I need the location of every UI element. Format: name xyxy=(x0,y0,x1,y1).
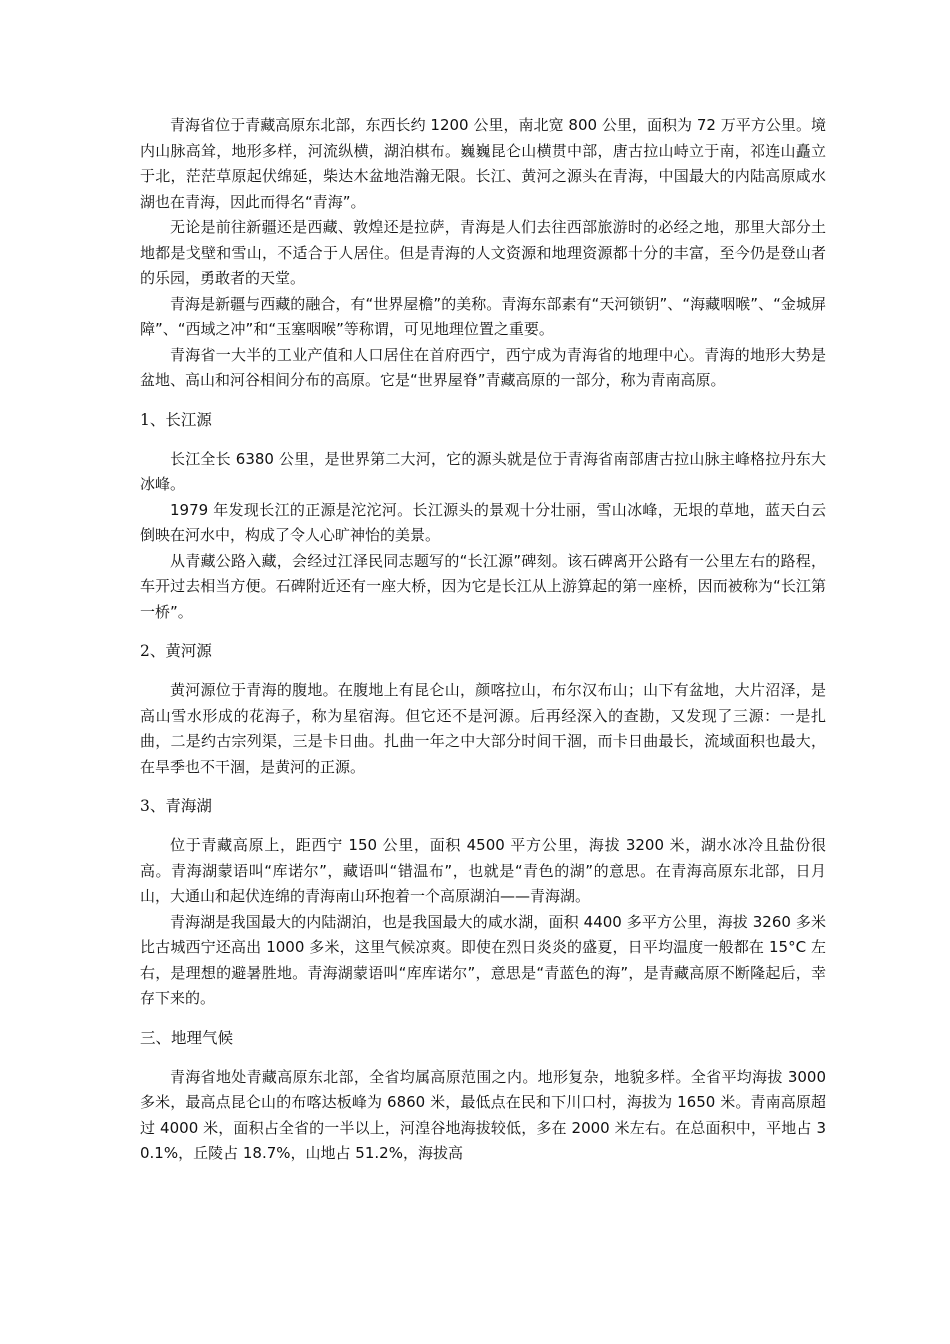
geography-climate-paragraph-1: 青海省地处青藏高原东北部，全省均属高原范围之内。地形复杂，地貌多样。全省平均海拔 3000 多米，最高点昆仑山的布喀达板峰为 6860 米，最低点在民和下川口村，海拔为 1650 米。青南高原超过 4000 米，面积占全省的一半以上，河湟谷地海拔较低，多在 2000 米左右。在总面积中，平地占 30.1%，丘陵占 18.7%，山地占 51.2%，海拔高 xyxy=(140,1067,826,1162)
section-heading-yellow-river-source: 2、黄河源 xyxy=(140,642,212,660)
yellow-river-paragraph-1: 黄河源位于青海的腹地。在腹地上有昆仑山，颜喀拉山，布尔汉布山；山下有盆地，大片沼泽，是高山雪水形成的花海子，称为星宿海。但它还不是河源。后再经深入的查勘，又发现了三源：一是扎曲，二是约古宗列渠，三是卡日曲。扎曲一年之中大部分时间干涸，而卡日曲最长，流域面积也最大，在旱季也不干涸，是黄河的正源。 xyxy=(140,681,826,776)
intro-paragraph-3: 青海是新疆与西藏的融合，有“世界屋檐”的美称。青海东部素有“天河锁钥”、“海藏咽喉”、“金城屏障”、“西域之冲”和“玉塞咽喉”等称谓，可见地理位置之重要。 xyxy=(140,294,826,338)
qinghai-lake-paragraph-1: 位于青藏高原上，距西宁 150 公里，面积 4500 平方公里，海拔 3200 米，湖水冰冷且盐份很高。青海湖蒙语叫“库诺尔”，藏语叫“错温布”，也就是“青色的湖”的意思。在青海高原东北部，日月山，大通山和起伏连绵的青海南山环抱着一个高原湖泊——青海湖。 xyxy=(140,836,826,905)
document-body xyxy=(140,113,826,1167)
yangtze-paragraph-1: 长江全长 6380 公里，是世界第二大河，它的源头就是位于青海省南部唐古拉山脉主峰格拉丹东大冰峰。 xyxy=(140,449,826,493)
section-heading-yangtze-source: 1、长江源 xyxy=(140,410,212,429)
section-heading-geography-climate: 三、地理气候 xyxy=(140,1028,234,1047)
yangtze-paragraph-2: 1979 年发现长江的正源是沱沱河。长江源头的景观十分壮丽，雪山冰峰，无垠的草地，蓝天白云倒映在河水中，构成了令人心旷神怡的美景。 xyxy=(140,500,826,544)
section-heading-qinghai-lake: 3、青海湖 xyxy=(140,797,212,815)
intro-paragraph-2: 无论是前往新疆还是西藏、敦煌还是拉萨，青海是人们去往西部旅游时的必经之地，那里大部分土地都是戈壁和雪山，不适合于人居住。但是青海的人文资源和地理资源都十分的丰富，至今仍是登山者的乐园，勇敢者的天堂。 xyxy=(140,218,826,287)
intro-paragraph-1: 青海省位于青藏高原东北部，东西长约 1200 公里，南北宽 800 公里，面积为 72 万平方公里。境内山脉高耸，地形多样，河流纵横，湖泊棋布。巍巍昆仑山横贯中部，唐古拉山峙立于南，祁连山矗立于北，茫茫草原起伏绵延，柴达木盆地浩瀚无限。长江、黄河之源头在青海，中国最大的内陆高原咸水湖也在青海，因此而得名“青海”。 xyxy=(140,116,826,211)
qinghai-lake-paragraph-2: 青海湖是我国最大的内陆湖泊，也是我国最大的咸水湖，面积 4400 多平方公里，海拔 3260 多米比古城西宁还高出 1000 多米，这里气候凉爽。即使在烈日炎炎的盛夏，日平均温度一般都在 15°C 左右，是理想的避暑胜地。青海湖蒙语叫“库库诺尔”，意思是“青蓝色的海”，是青藏高原不断隆起后，幸存下来的。 xyxy=(140,912,826,1007)
intro-paragraph-4: 青海省一大半的工业产值和人口居住在首府西宁，西宁成为青海省的地理中心。青海的地形大势是盆地、高山和河谷相间分布的高原。它是“世界屋脊”青藏高原的一部分，称为青南高原。 xyxy=(140,345,826,389)
yangtze-paragraph-3: 从青藏公路入藏，会经过江泽民同志题写的“长江源”碑刻。该石碑离开公路有一公里左右的路程，车开过去相当方便。石碑附近还有一座大桥，因为它是长江从上游算起的第一座桥，因而被称为“长江第一桥”。 xyxy=(140,551,826,621)
